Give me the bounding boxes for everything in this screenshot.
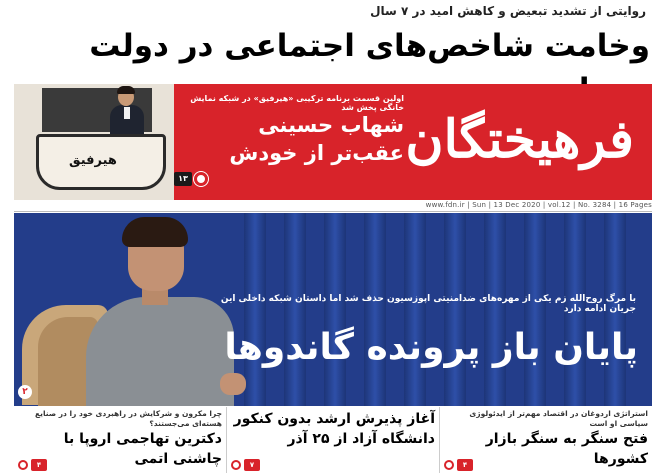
page-number: ۴ xyxy=(31,459,47,471)
person-hair xyxy=(122,217,188,247)
story-kicker: چرا مکرون و شرکایش در راهبردی خود را در صنایع هسته‌ای می‌جستند؟ xyxy=(35,409,222,428)
story-headline[interactable]: دکترین تهاجمی اروپا با چاشنی اتمی xyxy=(63,431,222,467)
person-hand xyxy=(220,373,246,395)
page-number: ۴ xyxy=(457,459,473,471)
lead-kicker: با مرگ روح‌الله زم یکی از مهره‌های ضدامنیتی اپوزسیون حذف شد اما داستان شبکه داخلی این جریان ادامه دارد xyxy=(220,294,636,314)
masthead-headline-line2[interactable]: عقب‌تر از خودش xyxy=(229,141,404,165)
story-3[interactable] xyxy=(14,407,226,473)
story-page xyxy=(231,459,260,471)
lead-page-badge: ۲ xyxy=(18,385,32,399)
host-figure xyxy=(108,88,144,136)
target-icon xyxy=(444,460,454,470)
person-body xyxy=(86,297,234,406)
tv-show-photo xyxy=(14,84,174,200)
target-icon xyxy=(194,172,208,186)
top-headline[interactable]: وخامت شاخص‌های اجتماعی در دولت xyxy=(89,28,650,64)
page-number: ۷ xyxy=(244,459,260,471)
story-2[interactable] xyxy=(226,407,440,473)
target-icon xyxy=(231,460,241,470)
story-page xyxy=(18,459,47,471)
newspaper-logo[interactable]: فرهیختگان xyxy=(405,109,634,170)
masthead-headline-line1[interactable]: شهاب حسینی xyxy=(258,113,404,137)
story-headline[interactable]: آغاز پذیرش ارشد بدون کنکور xyxy=(233,411,435,427)
story-headline-line2[interactable]: دانشگاه آزاد از ۲۵ آذر xyxy=(287,431,435,447)
dateline-bar xyxy=(14,200,652,212)
target-icon xyxy=(18,460,28,470)
story-headline[interactable]: فتح سنگر به سنگر بازار کشورها xyxy=(485,431,648,467)
story-kicker: استراتژی اردوغان در اقتصاد مهم‌تر از ایدئولوژی سیاسی او است xyxy=(469,409,648,428)
masthead xyxy=(14,84,652,200)
date-line: www.fdn.ir | Sun | 13 Dec 2020 | vol.12 | No. 3284 | 16 Pages xyxy=(425,201,652,209)
lead-headline[interactable]: پایان باز پرونده گاندوها xyxy=(224,327,638,368)
show-logo: هیرفیق xyxy=(69,153,117,168)
studio-desk xyxy=(36,134,166,190)
lead-photo[interactable] xyxy=(14,213,652,406)
page-number-badge: ۱۳ xyxy=(174,172,192,186)
bottom-stories xyxy=(14,407,652,473)
story-page xyxy=(444,459,473,471)
masthead-kicker: اولین قسمت برنامه ترکیبی «هیرفیق» در شبکه نمایش خانگی پخش شد xyxy=(190,94,404,112)
story-1[interactable] xyxy=(440,407,652,473)
top-kicker: روایتی از تشدید تبعیض و کاهش امید در ۷ سال xyxy=(370,4,646,18)
